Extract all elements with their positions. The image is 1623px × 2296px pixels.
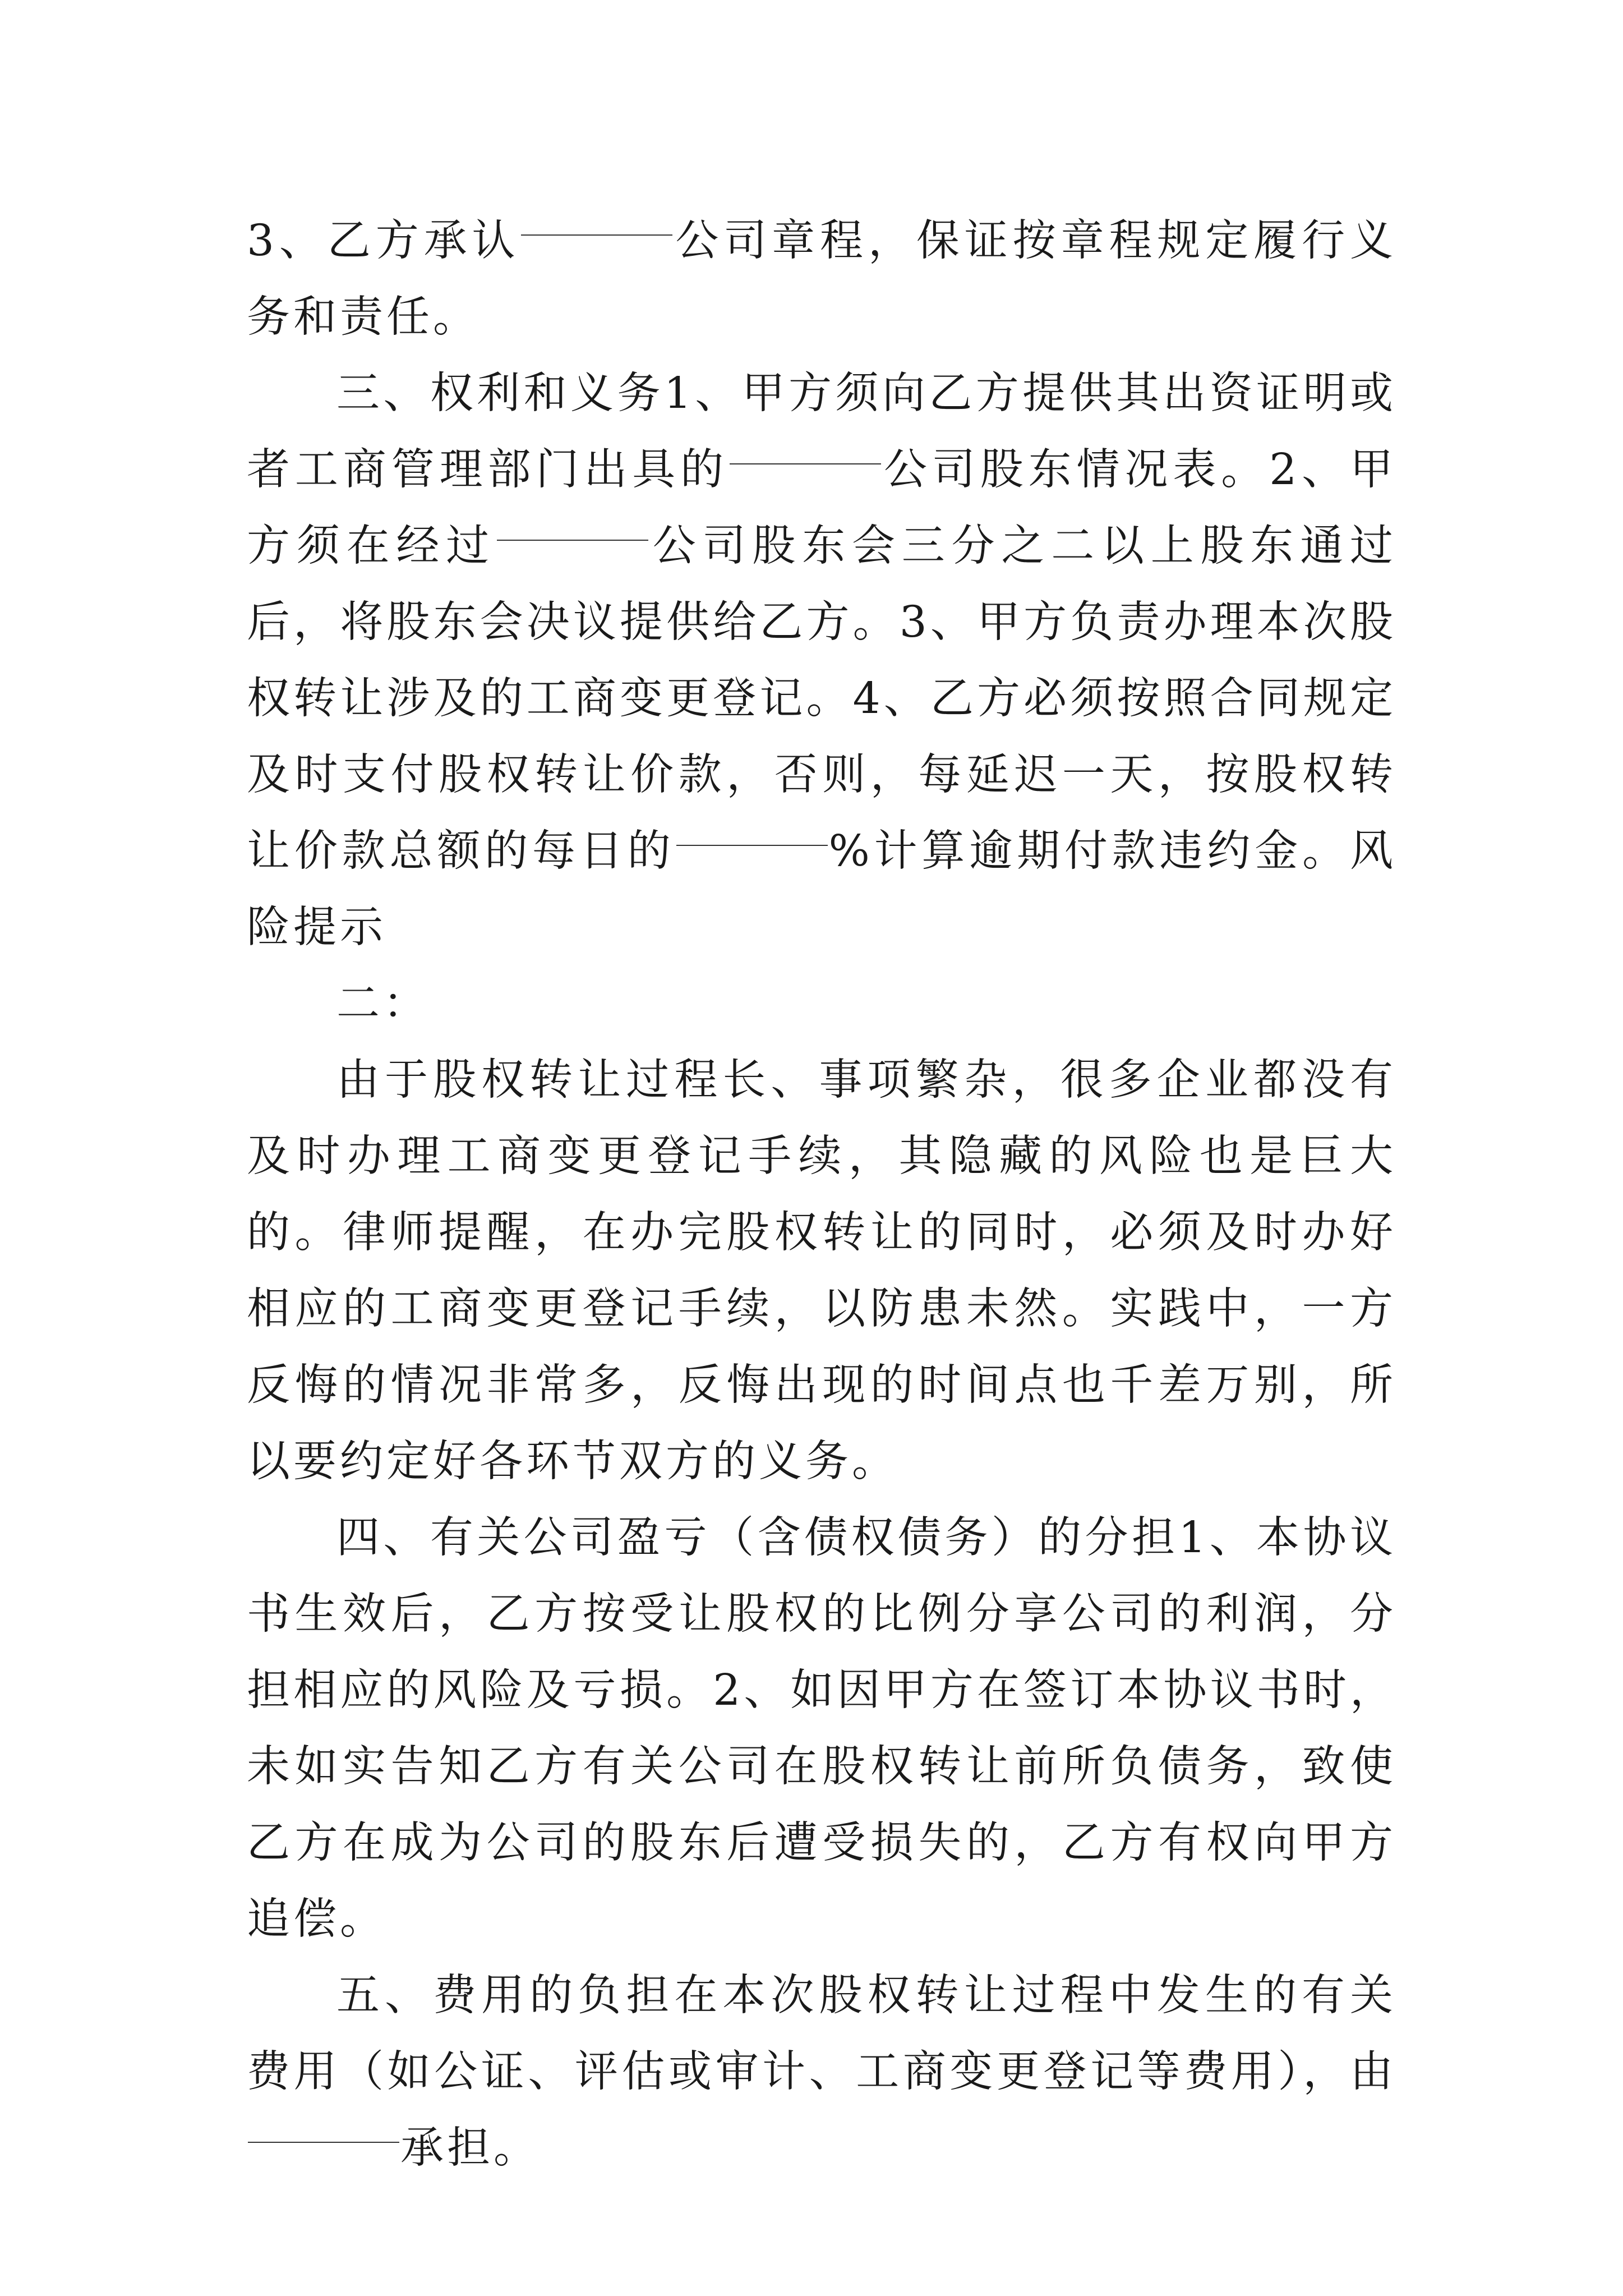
paragraph-text: %计算逾期付款违约金。风险提示 (247, 826, 1396, 953)
paragraph-risk-heading (247, 966, 1396, 1042)
paragraph-expense-burden (247, 1958, 1396, 2187)
paragraph-risk-warning (247, 1042, 1396, 1500)
paragraph-text: 四、有关公司盈亏（含债权债务）的分担1、本协议书生效后，乙方按受让股权的比例分享公司的利润，分担相应的风险及亏损。2、如因甲方在签订本协议书时，未如实告知乙方有关公司在股权转让前所负债务，致使乙方在成为公司的股东后遭受损失的，乙方有权向甲方追偿。 (247, 1513, 1396, 1944)
document-body (247, 203, 1396, 2187)
fill-in-blank (521, 234, 672, 236)
paragraph-text: 三、权利和义务1、甲方须向乙方提供其出资证明或者工商管理部门出具的 (247, 369, 1396, 495)
fill-in-blank (730, 463, 881, 464)
paragraph-text: 由于股权转让过程长、事项繁杂，很多企业都没有及时办理工商变更登记手续，其隐藏的风险也是巨大的。律师提醒，在办完股权转让的同时，必须及时办好相应的工商变更登记手续，以防患未然。实践中，一方反悔的情况非常多，反悔出现的时间点也千差万别，所以要约定好各环节双方的义务。 (247, 1055, 1396, 1487)
paragraph-text: 五、费用的负担在本次股权转让过程中发生的有关费用（如公证、评估或审计、工商变更登记等费用），由 (247, 1971, 1396, 2097)
fill-in-blank (248, 2141, 399, 2143)
paragraph-text: 二： (336, 979, 430, 1029)
paragraph-text: 3、乙方承认 (247, 216, 520, 266)
paragraph-text: 承担。 (400, 2123, 540, 2173)
paragraph-text: 公司股东情况表。2、甲方须在经过 (247, 445, 1396, 571)
paragraph-text: 公司章程，保证按章程规定履行义务和责任。 (247, 216, 1396, 342)
paragraph-text: 公司股东会三分之二以上股东通过后，将股东会决议提供给乙方。3、甲方负责办理本次股权转让涉及的工商变更登记。4、乙方必须按照合同规定及时支付股权转让价款，否则，每延迟一天，按股权转让价款总额的每日的 (247, 521, 1396, 876)
paragraph-profit-loss-sharing (247, 1500, 1396, 1958)
paragraph-articles-acceptance (247, 203, 1396, 356)
fill-in-blank (497, 539, 648, 541)
fill-in-blank (676, 844, 828, 846)
paragraph-rights-obligations (247, 356, 1396, 966)
